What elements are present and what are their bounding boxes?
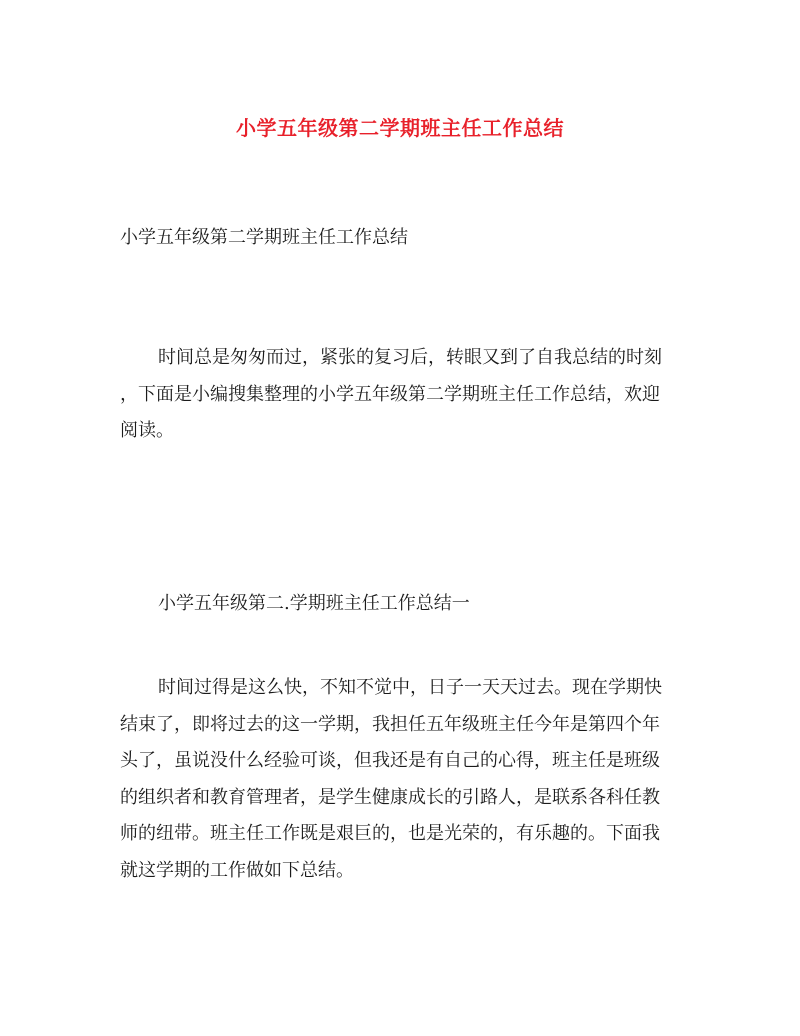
section-heading: 小学五年级第二.学期班主任工作总结一 <box>158 593 470 614</box>
body-line: 就这学期的工作做如下总结。 <box>120 859 354 881</box>
intro-line: ，下面是小编搜集整理的小学五年级第二学期班主任工作总结，欢迎 <box>120 383 660 405</box>
body-line: 的组织者和教育管理者，是学生健康成长的引路人，是联系各科任教 <box>120 786 660 808</box>
intro-line: 阅读。 <box>120 420 174 442</box>
body-line: 师的纽带。班主任工作既是艰巨的，也是光荣的，有乐趣的。下面我 <box>120 823 660 845</box>
body-paragraph <box>120 670 680 890</box>
intro-line: 时间总是匆匆而过，紧张的复习后，转眼又到了自我总结的时刻 <box>158 347 662 368</box>
body-line: 头了，虽说没什么经验可谈，但我还是有自己的心得，班主任是班级 <box>120 750 660 772</box>
intro-paragraph <box>120 340 680 450</box>
document-title: 小学五年级第二学期班主任工作总结 <box>236 116 564 140</box>
body-line: 结束了，即将过去的这一学期，我担任五年级班主任今年是第四个年 <box>120 713 660 735</box>
document-subtitle: 小学五年级第二学期班主任工作总结 <box>120 227 408 248</box>
body-line: 时间过得是这么快，不知不觉中，日子一天天过去。现在学期快 <box>158 677 662 698</box>
